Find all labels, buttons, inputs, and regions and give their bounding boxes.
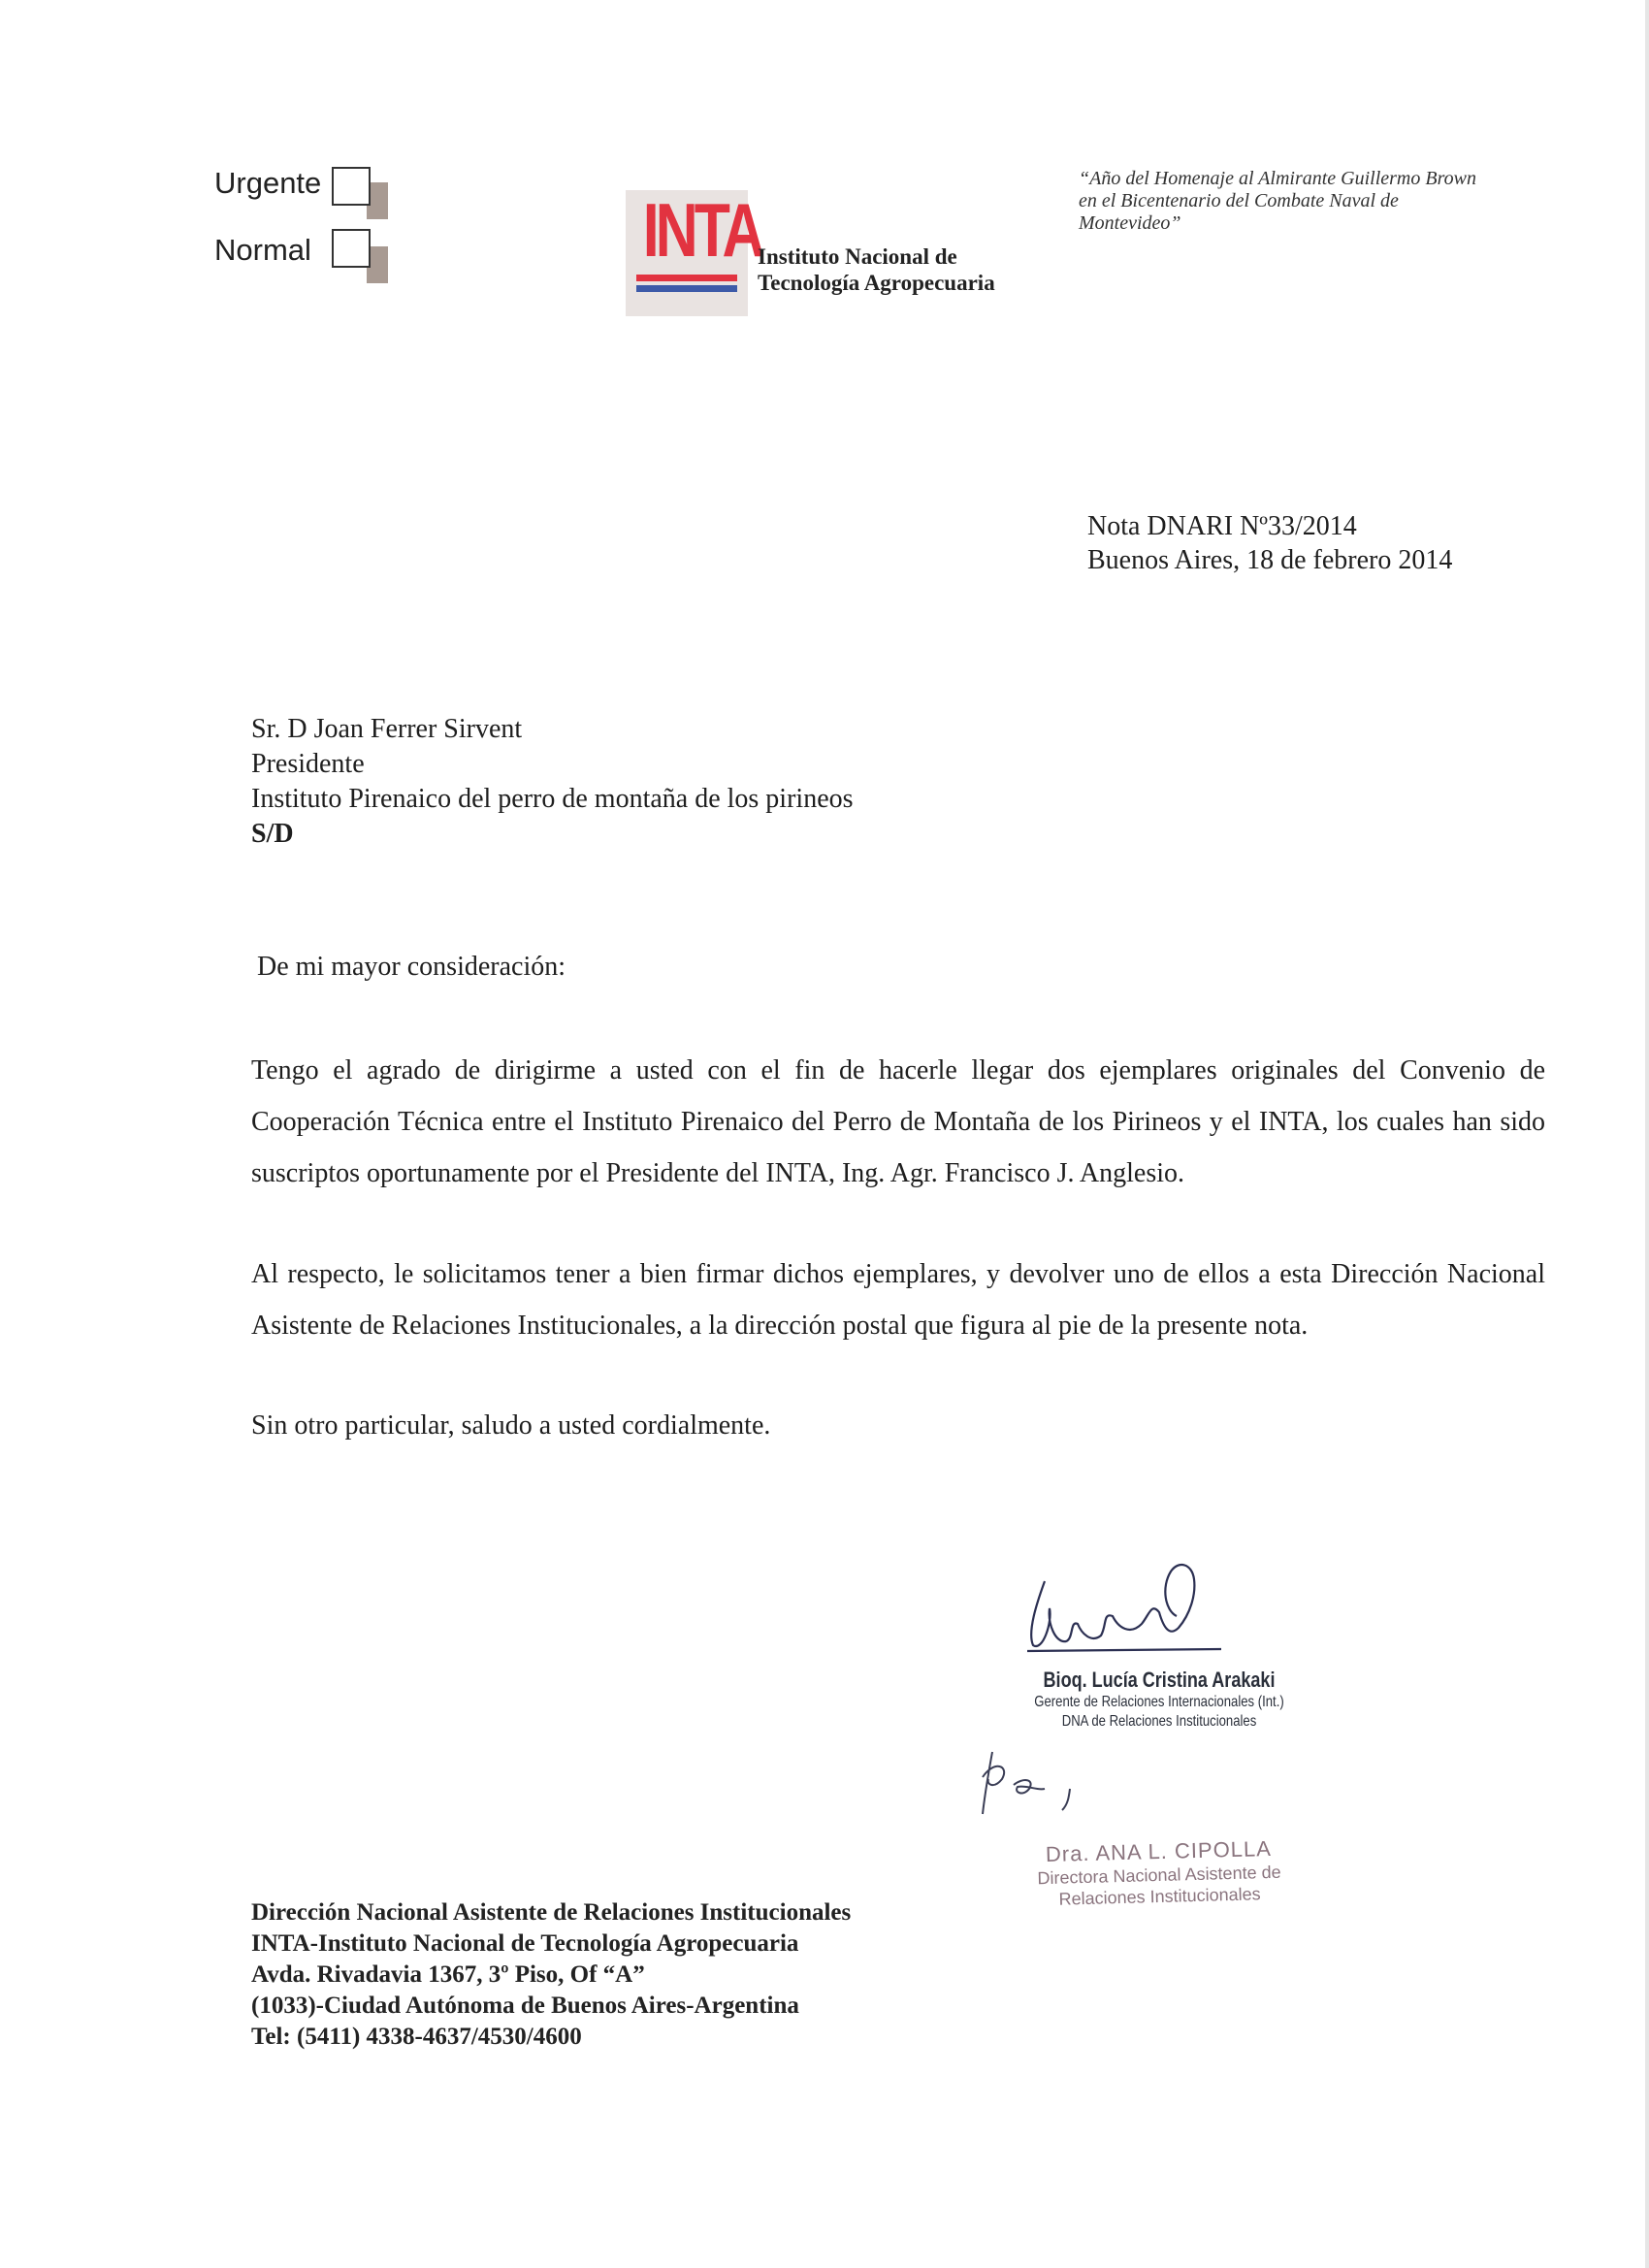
normal-checkbox[interactable] [332,229,371,268]
motto-line3: Montevideo” [1079,212,1181,234]
normal-label: Normal [214,233,311,267]
year-motto [1079,168,1476,235]
paragraph-1: Tengo el agrado de dirigirme a usted con el fin de hacerle llegar dos ejemplares originales del Convenio de Cooperación Técnica entre el Instituto Pirenaico del Perro de Montaña de los Pirineos y el INTA, los cuales han sido suscriptos oportunamente por el Presidente del INTA, Ing. Agr. Francisco J. Anglesio. [251,1055,1545,1188]
stamp-cipolla-name: Dra. ANA L. CIPOLLA [1045,1835,1273,1867]
note-number: Nota DNARI Nº33/2014 [1087,511,1357,541]
motto-line2: en el Bicentenario del Combate Naval de [1079,190,1399,211]
signature-initials-cipolla [975,1746,1111,1819]
stamp-arakaki-name: Bioq. Lucía Cristina Arakaki [1043,1668,1276,1692]
logo-blue-stripe [636,285,737,292]
footer-line4: (1033)-Ciudad Autónoma de Buenos Aires-Argentina [251,1993,799,2019]
urgent-label: Urgente [214,166,322,200]
footer-line2: INTA-Instituto Nacional de Tecnología Agropecuaria [251,1930,799,1957]
salutation: De mi mayor consideración: [257,952,566,982]
scan-edge [1645,0,1649,2268]
stamp-arakaki-role1: Gerente de Relaciones Internacionales (Int.) [1034,1694,1284,1710]
footer-line5: Tel: (5411) 4338-4637/4530/4600 [251,2024,582,2050]
paragraph-2: Al respecto, le solicitamos tener a bien firmar dichos ejemplares, y devolver uno de ellos a esta Dirección Nacional Asistente de Relaciones Institucionales, a la dirección postal que figura al pie de la presente nota. [251,1259,1545,1341]
urgent-checkbox[interactable] [332,167,371,206]
institute-name-line1: Instituto Nacional de [758,244,957,269]
recipient-name: Sr. D Joan Ferrer Sirvent [251,714,523,744]
stamp-cipolla-role2: Relaciones Institucionales [1058,1884,1261,1909]
reference-block [1087,509,1452,577]
stamp-arakaki-role2: DNA de Relaciones Institucionales [1061,1713,1257,1730]
stamp-arakaki [1032,1668,1286,1732]
footer-address [251,1897,851,2053]
recipient-title: Presidente [251,749,365,779]
recipient-block [251,712,854,852]
logo-wordmark: INTA [642,187,761,273]
recipient-closing-code: S/D [251,819,294,849]
footer-line3: Avda. Rivadavia 1367, 3º Piso, Of “A” [251,1961,645,1988]
stamp-cipolla [1008,1835,1310,1911]
footer-line1: Dirección Nacional Asistente de Relaciones Institucionales [251,1899,852,1926]
logo-red-stripe [636,275,737,281]
place-date: Buenos Aires, 18 de febrero 2014 [1087,545,1453,575]
stamp-cipolla-role1: Directora Nacional Asistente de [1037,1862,1281,1889]
recipient-organization: Instituto Pirenaico del perro de montaña de los pirineos [251,784,854,814]
motto-line1: “Año del Homenaje al Almirante Guillermo Brown [1079,168,1476,189]
signature-arakaki [1014,1552,1232,1659]
institute-name [758,243,995,296]
closing: Sin otro particular, saludo a usted cordialmente. [251,1410,771,1441]
institute-name-line2: Tecnología Agropecuaria [758,271,995,295]
